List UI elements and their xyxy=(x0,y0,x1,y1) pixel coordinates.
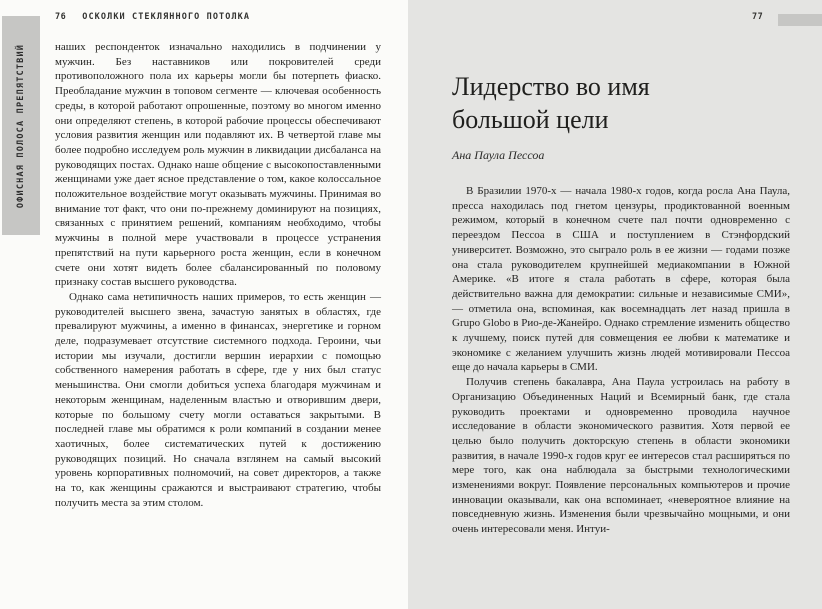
body-paragraph: наших респонденток изначально находились в подчинении у мужчин. Без наставников или покровителей среди противоположного пола их карьеры могли бы потерпеть фиаско. Преобладание мужчин в топовом сегменте — ключевая особенность среды, в которой работают опрошенные, поэтому во многом именно они определяют степень, в которой рабочие процессы обеспечивают условия развития женщин или подавляют их. В четвертой главе мы более подробно исследуем роль мужчин в ликвидации дисбаланса на руководящих постах. Однако наше общение с высокопоставленными женщинами уже дает ясное представление о том, какое колоссальное положительное воздействие могут оказывать мужчины. Принимая во внимание тот факт, что они по-прежнему доминируют на позициях, связанных с принятием решений, компаниям необходимо, чтобы мужчины в полной мере участвовали в процессе устранения препятствий на пути карьерного роста женщин, если в конечном счете они хотят видеть более сбалансированный по половому признаку состав высшего руководства. xyxy=(55,41,381,289)
right-page xyxy=(408,0,822,609)
body-paragraph: В Бразилии 1970-х — начала 1980-х годов, когда росла Ана Паула, пресса находилась под гнетом цензуры, продиктованной военным режимом, который в конечном счете пал почти одновременно с переездом Пессоа в США и поступлением в Стэнфордский университет. Возможно, это сыграло роль в ее жизни — годами позже она стала руководителем крупнейшей медиакомпании в Южной Америке. «В итоге я стала работать в сфере, которая была действительно важна для демократии: сильные и независимые СМИ», — отметила она, вспоминая, как восемнадцать лет назад пришла в Grupo Globo в Рио-де-Жанейро. Однако стремление изменить общество к лучшему, поиск путей для совмещения ее любви к математике и экономике с желанием улучшить жизнь людей мотивировали Пессоа еще до начала карьеры в СМИ. xyxy=(452,185,790,374)
left-text-column xyxy=(55,40,381,511)
chapter-side-tab xyxy=(2,16,40,235)
body-paragraph: Однако сама нетипичность наших примеров, то есть женщин — руководителей высшего звена, зачастую занятых в областях, где превалируют мужчины, а именно в финансах, энергетике и горном деле, подразумевает отсутствие системного подхода. Героини, чьи истории мы изучали, достигли вершин иерархии с помощью собственного намерения работать в сфере, где у них был статус меньшинства. Они смогли добиться успеха благодаря мужчинам и некоторым женщинам, наделенным властью и отворившим двери, которые по большому счету могли оставаться закрытыми. В последней главе мы обратимся к роли компаний в создании менее хаотичных, более систематических путей к достижению руководящих позиций. Но сначала взглянем на самый высокий уровень корпоративных полномочий, на совет директоров, а также на то, как женщины сражаются и выстраивают стратегию, чтобы получить места за этим столом. xyxy=(55,290,381,509)
page-number-left: 76 xyxy=(55,12,67,22)
author-name: Ана Паула Пессоа xyxy=(452,148,545,162)
running-header-title: ОСКОЛКИ СТЕКЛЯННОГО ПОТОЛКА xyxy=(82,12,251,22)
left-page xyxy=(0,0,408,609)
right-text-column xyxy=(452,184,790,537)
chapter-edge-tab xyxy=(778,14,822,26)
side-tab-label: ОФИСНАЯ ПОЛОСА ПРЕПЯТСТВИЙ xyxy=(16,43,26,208)
page-number-right: 77 xyxy=(752,12,764,22)
chapter-title: Лидерство во имя большой цели xyxy=(452,72,650,134)
running-header-left xyxy=(55,12,381,22)
body-paragraph: Получив степень бакалавра, Ана Паула устроилась на работу в Организацию Объединенных Наций и Всемирный банк, где стала руководить проектами и одновременно проводила научное исследование в области экономического развития. Хотя первой ее целью было получить докторскую степень в области экономики развития, в начале 1990-х годов круг ее интересов стал расширяться по мере того, как она наблюдала за быстрыми технологическими изменениями вокруг. Появление персональных компьютеров и прочие инновации оказывали, как она вспоминает, «невероятное влияние на повседневную жизнь. Изменения были чрезвычайно мощными, и они очень интересовали меня. Интуи- xyxy=(452,376,790,536)
